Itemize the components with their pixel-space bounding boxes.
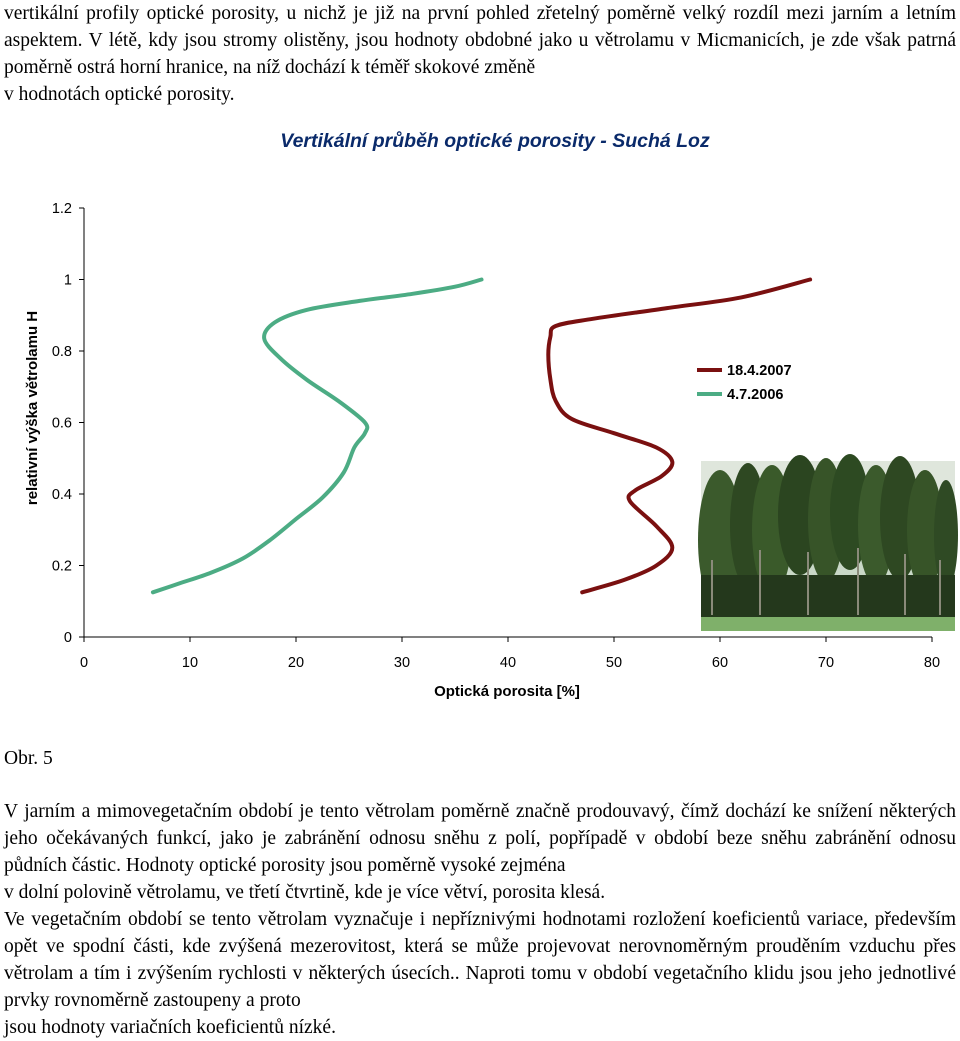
- x-tick-label: 70: [817, 655, 835, 671]
- paragraph-bottom-2: [4, 906, 956, 1041]
- y-tick-label: 0.8: [51, 344, 72, 360]
- x-tick-label: 30: [393, 655, 411, 671]
- y-tick-label: 0.2: [51, 558, 72, 575]
- chart-title: Vertikální průběh optické porosity - Suchá Loz: [280, 130, 710, 152]
- x-tick-label: 40: [499, 655, 517, 671]
- y-tick-label: 0.6: [51, 415, 72, 432]
- x-tick-label: 20: [287, 655, 305, 671]
- paragraph-bottom-1-text: V jarním a mimovegetačním období je tento větrolam poměrně značně prodouvavý, čímž dochází ke snížení některých jeho očekávaných funkcí, jako je zabránění odnosu sněhu z polí, popřípadě v období beze sněhu zabránění odnosu půdních částic. Hodnoty optické porosity jsou poměrně vysoké zejména: [4, 801, 956, 876]
- y-tick-label: 0.4: [51, 487, 72, 503]
- legend-label-2: 4.7.2006: [727, 387, 784, 403]
- y-axis-label: relativní výška větrolamu H: [24, 310, 41, 506]
- y-tick-label: 1.2: [51, 201, 72, 217]
- x-tick-label: 80: [923, 655, 941, 671]
- paragraph-bottom-2-text: Ve vegetačním období se tento větrolam vyznačuje i nepříznivými hodnotami rozložení koeficientů variace, především opět ve spodní části, kde zvýšená mezerovitost, která se může projevovat nerovnoměrným prouděním vzduchu přes větrolam a tím i zvýšením rychlosti v některých úsecích.. Naproti tomu v období vegetačního klidu jsou jeho jednotlivé prvky rovnoměrně zastoupeny a proto: [4, 909, 956, 1011]
- series-line-2: [153, 280, 482, 593]
- x-tick-label: 60: [711, 655, 729, 671]
- paragraph-top-last-line: v hodnotách optické porosity.: [4, 84, 235, 105]
- legend-label-1: 18.4.2007: [727, 363, 792, 379]
- x-tick-label: 0: [79, 655, 89, 671]
- chart-legend: [697, 363, 792, 403]
- paragraph-bottom-2-last-line: jsou hodnoty variačních koeficientů nízké.: [4, 1017, 336, 1038]
- paragraph-bottom-1: [4, 798, 956, 906]
- figure-caption: Obr. 5: [4, 748, 53, 769]
- porosity-chart: [0, 120, 960, 720]
- y-tick-label: 0: [63, 630, 72, 646]
- x-tick-label: 50: [605, 655, 623, 671]
- paragraph-bottom-1-last-line: v dolní polovině větrolamu, ve třetí čtvrtině, kde je více větví, porosita klesá.: [4, 882, 606, 903]
- y-tick-label: 1: [63, 272, 72, 289]
- x-tick-label: 10: [181, 655, 199, 671]
- x-axis-label: Optická porosita [%]: [434, 683, 580, 700]
- windbreak-photo: [698, 454, 958, 631]
- paragraph-top: [4, 0, 956, 108]
- paragraph-top-text: vertikální profily optické porosity, u nichž je již na první pohled zřetelný poměrně velký rozdíl mezi jarním a letním aspektem. V létě, kdy jsou stromy olistěny, jsou hodnoty obdobné jako u větrolamu v Micmanicích, je zde však patrná poměrně ostrá horní hranice, na níž dochází k téměř skokové změně: [4, 3, 956, 78]
